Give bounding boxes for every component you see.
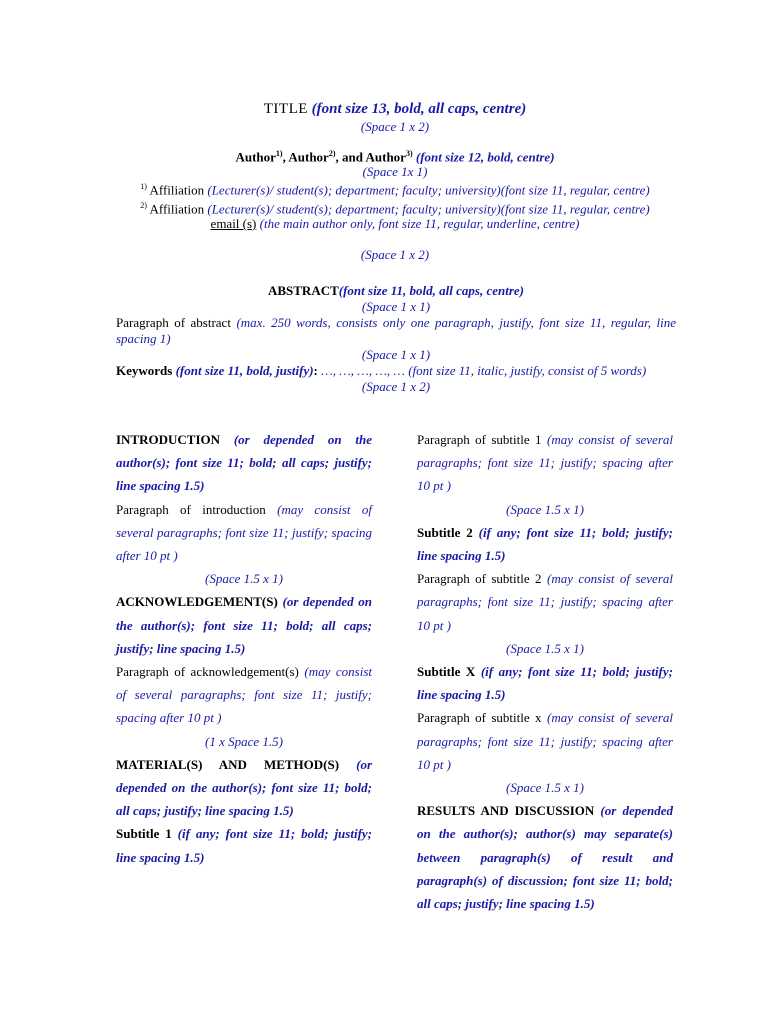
keywords-list: …, …, …, …, … [321, 363, 405, 378]
ack-heading-para [116, 590, 372, 660]
subtitle-1-note: (if any; font size 11; bold; justify; line spacing 1.5) [116, 826, 372, 865]
intro-heading-para [116, 428, 372, 498]
sub2-para-note: (may consist of several paragraphs; font size 11; justify; spacing after 10 pt ) [417, 571, 673, 633]
author-space-note: (Space 1x 1) [362, 164, 428, 180]
results-heading-note: (or depended on the author(s); author(s) may separate(s) between paragraph(s) of result and paragraph(s) of discussion; font size 11; bold; all caps; justify; line spacing 1.5) [417, 803, 673, 912]
subtitle-x-note: (if any; font size 11; bold; justify; line spacing 1.5) [417, 664, 673, 703]
subtitle-x-paragraph [417, 706, 673, 776]
mat-heading-note: (or depended on the author(s); font size 11; bold; all caps; justify; line spacing 1.5) [116, 756, 372, 819]
abstract-para-label: Paragraph of abstract [116, 315, 231, 330]
ack-para-label: Paragraph of acknowledgement(s) [116, 664, 299, 680]
keywords-line [116, 363, 676, 379]
keywords-label: Keywords [116, 363, 173, 378]
abstract-space-3: (Space 1 x 2) [361, 379, 431, 394]
abstract-heading-line [116, 283, 676, 299]
email-label: email (s) [210, 215, 257, 231]
author-1: Author [235, 149, 276, 165]
aff-2-sup: 2) [140, 200, 147, 210]
abstract-heading-note: (font size 11, bold, all caps, centre) [338, 283, 525, 298]
abstract-heading: ABSTRACT [267, 283, 339, 298]
left-space-1: (Space 1.5 x 1) [205, 571, 283, 587]
abstract-para-note: (max. 250 words, consists only one paragraph, justify, font size 11, regular, line spacing 1) [116, 315, 677, 346]
mat-heading: MATERIAL(S) AND METHOD(S) [116, 756, 340, 772]
authors-line [110, 146, 680, 164]
author-2-sup: 2) [328, 149, 336, 158]
subx-para-label: Paragraph of subtitle x [417, 710, 542, 726]
aff-2-note: (Lecturer(s)/ student(s); department; faculty; university)(font size 11, regular, centre) [207, 200, 650, 216]
mat-heading-para [116, 753, 372, 823]
abstract-section [116, 283, 676, 395]
intro-para-label: Paragraph of introduction [116, 501, 266, 517]
aff-1-label: Affiliation [149, 182, 205, 198]
aff-1-sup: 1) [140, 182, 147, 192]
subtitle-1-heading: Subtitle 1 [116, 826, 172, 842]
ack-paragraph [116, 660, 372, 730]
title-note: (font size 13, bold, all caps, centre) [311, 101, 527, 117]
keywords-colon: : [313, 363, 322, 378]
intro-paragraph [116, 498, 372, 568]
affiliation-2 [110, 198, 680, 216]
aff-1-note: (Lecturer(s)/ student(s); department; faculty; university)(font size 11, regular, centre) [207, 182, 650, 198]
aff-2-label: Affiliation [149, 200, 205, 216]
abstract-paragraph [116, 315, 676, 347]
intro-heading: INTRODUCTION [116, 432, 221, 447]
subtitle-2-heading: Subtitle 2 [417, 524, 473, 540]
abstract-space-1: (Space 1 x 1) [361, 299, 431, 314]
right-space-1: (Space 1.5 x 1) [506, 501, 584, 517]
left-space-2: (1 x Space 1.5) [205, 733, 283, 749]
title-line [110, 102, 680, 117]
keywords-note: (font size 11, bold, justify) [175, 363, 314, 378]
subtitle-1-para [116, 822, 372, 868]
ack-heading: ACKNOWLEDGEMENT(S) [116, 594, 278, 610]
subtitle-2-para [417, 521, 673, 567]
right-column [417, 428, 673, 915]
document-header [110, 102, 680, 262]
sub2-para-label: Paragraph of subtitle 2 [417, 571, 542, 587]
subtitle-2-paragraph [417, 567, 673, 637]
keywords-tail: (font size 11, italic, justify, consist of 5 words) [408, 363, 647, 378]
affiliation-1 [110, 179, 680, 197]
subtitle-1-paragraph [417, 428, 673, 498]
right-space-2: (Space 1.5 x 1) [506, 640, 584, 656]
abstract-space-2: (Space 1 x 1) [361, 347, 431, 362]
subx-para-note: (may consist of several paragraphs; font size 11; justify; spacing after 10 pt ) [417, 710, 673, 772]
sub1-para-note: (may consist of several paragraphs; font size 11; justify; spacing after 10 pt ) [417, 432, 673, 494]
left-column [116, 428, 372, 869]
ack-heading-note: (or depended on the author(s); font size 11; bold; all caps; justify; line spacing 1.5) [116, 594, 372, 656]
subtitle-x-heading: Subtitle X [417, 664, 476, 680]
email-space-note: (Space 1 x 2) [360, 246, 430, 262]
email-note: (the main author only, font size 11, regular, underline, centre) [259, 215, 580, 231]
ack-para-note: (may consist of several paragraphs; font size 11; justify; spacing after 10 pt ) [116, 664, 372, 726]
right-space-3: (Space 1.5 x 1) [506, 780, 584, 796]
email-line [110, 216, 680, 231]
title-space-note: (Space 1 x 2) [360, 119, 430, 134]
intro-para-note: (may consist of several paragraphs; font size 11; justify; spacing after 10 pt ) [116, 501, 373, 564]
results-heading: RESULTS AND DISCUSSION [417, 803, 595, 819]
author-note: (font size 12, bold, centre) [415, 149, 555, 165]
subtitle-x-para [417, 660, 673, 706]
author-2: , Author [282, 149, 329, 165]
intro-heading-note: (or depended on the author(s); font size 11; bold; all caps; justify; line spacing 1.5) [116, 432, 373, 494]
sub1-para-label: Paragraph of subtitle 1 [417, 432, 542, 447]
author-1-sup: 1) [275, 149, 283, 158]
title-word: TITLE [263, 101, 308, 117]
author-3: , and Author [335, 149, 406, 165]
author-3-sup: 3) [405, 149, 413, 158]
results-heading-para [417, 799, 673, 915]
subtitle-2-note: (if any; font size 11; bold; justify; line spacing 1.5) [417, 524, 673, 564]
